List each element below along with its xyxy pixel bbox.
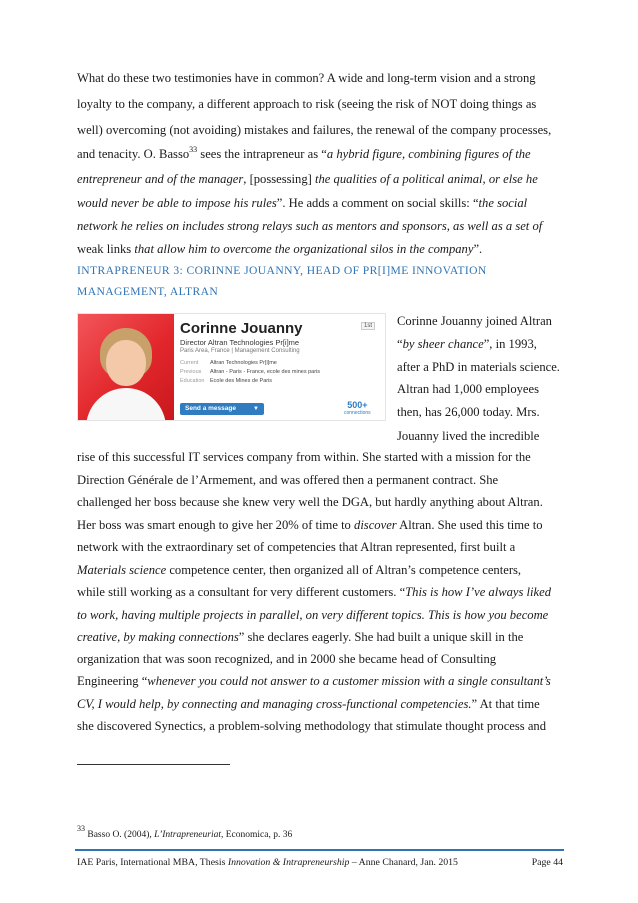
caret-down-icon: ▼ xyxy=(253,406,259,412)
profile-photo xyxy=(78,314,174,420)
text-line: Direction Générale de l’Armement, and was offered then a permanent contract. She xyxy=(77,473,499,487)
text-line: What do these two testimonies have in common? A wide and long-term vision and a strong xyxy=(77,71,536,85)
text-line: well) overcoming (not avoiding) mistakes and failures, the renewal of the company processes, xyxy=(77,123,552,137)
text-line: challenged her boss because she knew very well the DGA, but hardly anything about Altran. xyxy=(77,495,543,509)
text-line: CV, I would help, by connecting and managing cross-functional competencies.” At that time xyxy=(77,697,540,711)
profile-detail-previous: Previous Altran - Paris - France, ecole des mines paris xyxy=(180,369,321,375)
connections-count: 500+ connections xyxy=(344,400,371,416)
text-line: Altran had 1,000 employees xyxy=(397,382,539,396)
text-line: Her boss was smart enough to give her 20% of time to discover Altran. She used this time to xyxy=(77,518,543,532)
profile-detail-current: Current Altran Technologies Pr[i]me xyxy=(180,360,277,366)
text-line: weak links that allow him to overcome the organizational silos in the company”. xyxy=(77,242,483,256)
text-line: and tenacity. O. Basso$^{33}$ sees the intrapreneur as “a hybrid figure, combining figures of the xyxy=(77,145,531,161)
text-line: network with the extraordinary set of competencies that Altran represented, first built a xyxy=(77,540,516,554)
page-number: Page 44 xyxy=(531,857,563,868)
connection-degree-badge: 1st xyxy=(361,322,375,330)
text-line: she discovered Synectics, a problem-solving methodology that stimulate thought process and xyxy=(77,719,547,733)
profile-detail-education: Education Ecole des Mines de Paris xyxy=(180,378,273,384)
text-line: organization that was soon recognized, and in 2000 she became head of Consulting xyxy=(77,652,497,666)
page-footer: IAE Paris, International MBA, Thesis Innovation & Intrapreneurship – Anne Chanard, Jan. 2015 xyxy=(77,857,458,868)
text-line: to work, having multiple projects in parallel, on very different topics. This is how you become xyxy=(77,608,549,622)
text-line: loyalty to the company, a different approach to risk (seeing the risk of NOT doing things as xyxy=(77,97,537,111)
linkedin-profile-card xyxy=(77,313,386,421)
footnote: $^{33}$ Basso O. (2004), L’Intrapreneuriat, Economica, p. 36 xyxy=(77,824,293,840)
profile-name: Corinne Jouanny xyxy=(180,320,303,337)
text-line: creative, by making connections” she declares eagerly. She had built a unique skill in the xyxy=(77,630,524,644)
text-line: entrepreneur and of the manager, [possessing] the qualities of a political animal, or else he xyxy=(77,172,538,186)
text-line: Materials science competence center, then organized all of Altran’s competence centers, xyxy=(77,563,522,577)
send-message-button[interactable]: Send a message ▼ xyxy=(180,403,264,415)
text-line: while still working as a consultant for very different customers. “This is how I’ve always liked xyxy=(77,585,552,599)
text-line: Corinne Jouanny joined Altran xyxy=(397,314,552,328)
section-heading-line-1: INTRAPRENEUR 3: CORINNE JOUANNY, HEAD OF PR[I]ME INNOVATION xyxy=(77,264,487,277)
text-line: network he relies on includes strong relays such as mentors and sponsors, as well as a set of xyxy=(77,219,543,233)
profile-area: Paris Area, France | Management Consulting xyxy=(180,348,300,354)
text-line: Jouanny lived the incredible xyxy=(397,429,540,443)
text-line: Engineering “whenever you could not answer to a customer mission with a single consultant’s xyxy=(77,674,551,688)
text-line: rise of this successful IT services company from within. She started with a mission for the xyxy=(77,450,531,464)
text-line: would never be able to impose his rules”. He adds a comment on social skills: “the social xyxy=(77,196,528,210)
text-line: after a PhD in materials science. xyxy=(397,360,560,374)
text-line: “by sheer chance”, in 1993, xyxy=(397,337,537,351)
footnote-separator xyxy=(77,764,230,765)
profile-title: Director Altran Technologies Pr[i]me xyxy=(180,338,300,347)
section-heading-line-2: MANAGEMENT, ALTRAN xyxy=(77,285,219,298)
footer-rule xyxy=(75,849,564,851)
text-line: then, has 26,000 today. Mrs. xyxy=(397,405,540,419)
